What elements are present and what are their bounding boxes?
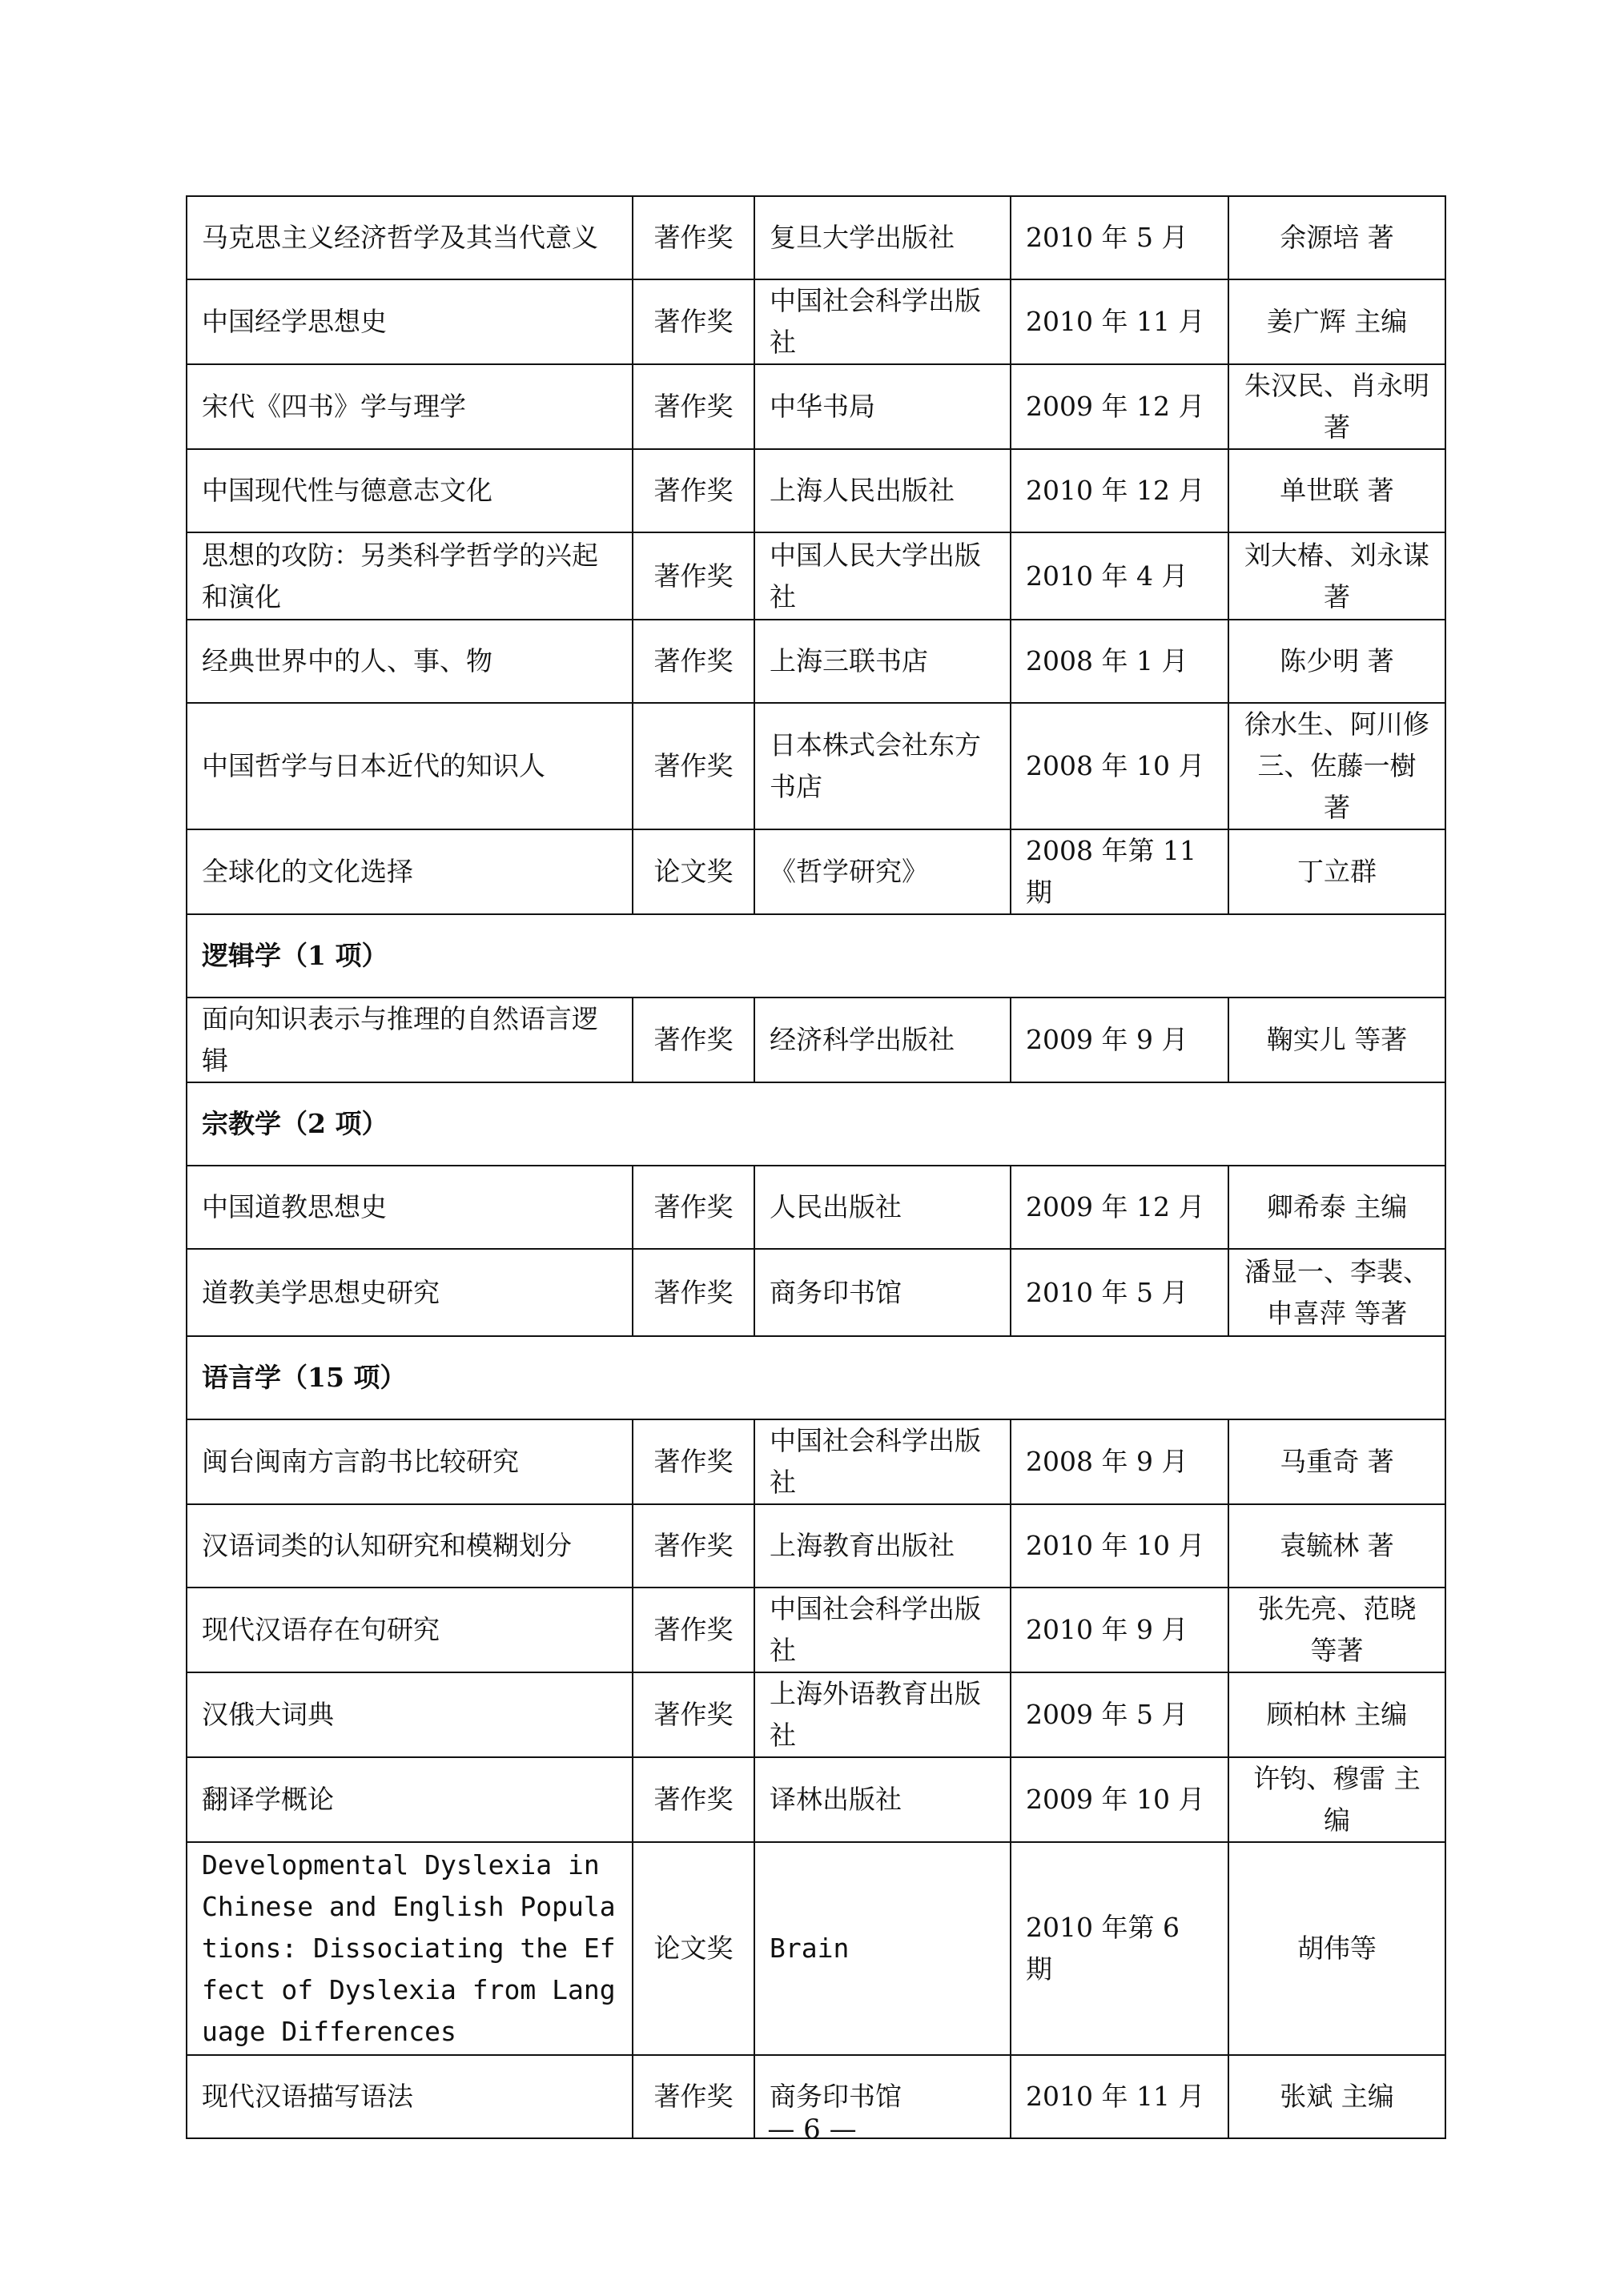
publisher-cell: 《哲学研究》 xyxy=(754,829,1011,914)
publish-date-cell: 2010 年 11 月 xyxy=(1011,279,1228,364)
award-type-cell: 著作奖 xyxy=(633,997,754,1082)
table-row xyxy=(187,703,1445,829)
table-row xyxy=(187,1757,1445,1842)
section-row xyxy=(187,1082,1445,1166)
publish-date-cell: 2010 年 10 月 xyxy=(1011,1504,1228,1588)
author-cell: 胡伟等 xyxy=(1228,1842,1445,2055)
author-cell: 许钧、穆雷 主编 xyxy=(1228,1757,1445,1842)
publisher-cell: 中国人民大学出版社 xyxy=(754,532,1011,620)
award-type-cell: 著作奖 xyxy=(633,1672,754,1757)
publisher-cell: 经济科学出版社 xyxy=(754,997,1011,1082)
publisher-cell: 商务印书馆 xyxy=(754,1249,1011,1336)
author-cell: 徐水生、阿川修三、佐藤一樹 著 xyxy=(1228,703,1445,829)
publisher-cell: 人民出版社 xyxy=(754,1166,1011,1249)
table-row xyxy=(187,1672,1445,1757)
publish-date-cell: 2010 年 12 月 xyxy=(1011,449,1228,532)
section-heading: 逻辑学（1 项） xyxy=(187,914,1445,997)
publisher-cell: 商务印书馆 xyxy=(754,2055,1011,2138)
work-title-cell: 中国道教思想史 xyxy=(187,1166,633,1249)
publish-date-cell: 2008 年第 11 期 xyxy=(1011,829,1228,914)
publisher-cell: 中国社会科学出版社 xyxy=(754,279,1011,364)
publisher-cell: 中华书局 xyxy=(754,364,1011,449)
publisher-cell: 上海教育出版社 xyxy=(754,1504,1011,1588)
table-row xyxy=(187,1588,1445,1672)
publisher-cell: 上海外语教育出版社 xyxy=(754,1672,1011,1757)
work-title-cell: 宋代《四书》学与理学 xyxy=(187,364,633,449)
author-cell: 卿希泰 主编 xyxy=(1228,1166,1445,1249)
work-title-cell: 道教美学思想史研究 xyxy=(187,1249,633,1336)
work-title-cell: 现代汉语存在句研究 xyxy=(187,1588,633,1672)
work-title-cell: 翻译学概论 xyxy=(187,1757,633,1842)
publish-date-cell: 2010 年第 6 期 xyxy=(1011,1842,1228,2055)
award-type-cell: 著作奖 xyxy=(633,279,754,364)
publish-date-cell: 2009 年 12 月 xyxy=(1011,1166,1228,1249)
publish-date-cell: 2010 年 5 月 xyxy=(1011,196,1228,279)
table-row xyxy=(187,279,1445,364)
table-row xyxy=(187,1249,1445,1336)
work-title-cell: 现代汉语描写语法 xyxy=(187,2055,633,2138)
publish-date-cell: 2009 年 12 月 xyxy=(1011,364,1228,449)
award-type-cell: 著作奖 xyxy=(633,703,754,829)
work-title-cell: 经典世界中的人、事、物 xyxy=(187,620,633,703)
table-row xyxy=(187,1166,1445,1249)
work-title-cell: 马克思主义经济哲学及其当代意义 xyxy=(187,196,633,279)
award-type-cell: 著作奖 xyxy=(633,2055,754,2138)
publish-date-cell: 2008 年 10 月 xyxy=(1011,703,1228,829)
work-title-cell: 思想的攻防：另类科学哲学的兴起和演化 xyxy=(187,532,633,620)
table-row xyxy=(187,449,1445,532)
table-row xyxy=(187,1842,1445,2055)
work-title-cell: 中国现代性与德意志文化 xyxy=(187,449,633,532)
publisher-cell: 日本株式会社东方书店 xyxy=(754,703,1011,829)
publish-date-cell: 2010 年 4 月 xyxy=(1011,532,1228,620)
publisher-cell: 译林出版社 xyxy=(754,1757,1011,1842)
table-row xyxy=(187,532,1445,620)
award-type-cell: 论文奖 xyxy=(633,1842,754,2055)
publish-date-cell: 2009 年 10 月 xyxy=(1011,1757,1228,1842)
award-type-cell: 著作奖 xyxy=(633,1504,754,1588)
table-row xyxy=(187,364,1445,449)
work-title-cell: Developmental Dyslexia in Chinese and English Populations: Dissociating the Effect of Dyslexia from Language Differences xyxy=(187,1842,633,2055)
award-type-cell: 著作奖 xyxy=(633,364,754,449)
work-title-cell: 汉语词类的认知研究和模糊划分 xyxy=(187,1504,633,1588)
table-row xyxy=(187,196,1445,279)
section-row xyxy=(187,1336,1445,1419)
author-cell: 刘大椿、刘永谋 著 xyxy=(1228,532,1445,620)
publisher-cell: 复旦大学出版社 xyxy=(754,196,1011,279)
award-type-cell: 著作奖 xyxy=(633,1588,754,1672)
award-type-cell: 著作奖 xyxy=(633,196,754,279)
publish-date-cell: 2010 年 9 月 xyxy=(1011,1588,1228,1672)
publisher-cell: Brain xyxy=(754,1842,1011,2055)
award-type-cell: 论文奖 xyxy=(633,829,754,914)
work-title-cell: 中国经学思想史 xyxy=(187,279,633,364)
author-cell: 单世联 著 xyxy=(1228,449,1445,532)
award-type-cell: 著作奖 xyxy=(633,620,754,703)
award-type-cell: 著作奖 xyxy=(633,1757,754,1842)
table-row xyxy=(187,997,1445,1082)
award-type-cell: 著作奖 xyxy=(633,449,754,532)
work-title-cell: 全球化的文化选择 xyxy=(187,829,633,914)
work-title-cell: 闽台闽南方言韵书比较研究 xyxy=(187,1419,633,1504)
publish-date-cell: 2008 年 9 月 xyxy=(1011,1419,1228,1504)
publisher-cell: 上海三联书店 xyxy=(754,620,1011,703)
author-cell: 张先亮、范晓 等著 xyxy=(1228,1588,1445,1672)
table-row xyxy=(187,829,1445,914)
author-cell: 丁立群 xyxy=(1228,829,1445,914)
publisher-cell: 中国社会科学出版社 xyxy=(754,1419,1011,1504)
publish-date-cell: 2008 年 1 月 xyxy=(1011,620,1228,703)
author-cell: 张斌 主编 xyxy=(1228,2055,1445,2138)
section-row xyxy=(187,914,1445,997)
author-cell: 顾柏林 主编 xyxy=(1228,1672,1445,1757)
section-heading: 宗教学（2 项） xyxy=(187,1082,1445,1166)
award-table xyxy=(186,195,1446,2139)
author-cell: 马重奇 著 xyxy=(1228,1419,1445,1504)
publish-date-cell: 2009 年 5 月 xyxy=(1011,1672,1228,1757)
author-cell: 潘显一、李裴、申喜萍 等著 xyxy=(1228,1249,1445,1336)
publish-date-cell: 2009 年 9 月 xyxy=(1011,997,1228,1082)
author-cell: 袁毓林 著 xyxy=(1228,1504,1445,1588)
author-cell: 陈少明 著 xyxy=(1228,620,1445,703)
work-title-cell: 中国哲学与日本近代的知识人 xyxy=(187,703,633,829)
award-type-cell: 著作奖 xyxy=(633,532,754,620)
section-heading: 语言学（15 项） xyxy=(187,1336,1445,1419)
table-row xyxy=(187,620,1445,703)
author-cell: 朱汉民、肖永明 著 xyxy=(1228,364,1445,449)
publish-date-cell: 2010 年 11 月 xyxy=(1011,2055,1228,2138)
work-title-cell: 汉俄大词典 xyxy=(187,1672,633,1757)
table-row xyxy=(187,1419,1445,1504)
award-type-cell: 著作奖 xyxy=(633,1419,754,1504)
author-cell: 姜广辉 主编 xyxy=(1228,279,1445,364)
award-type-cell: 著作奖 xyxy=(633,1249,754,1336)
publisher-cell: 上海人民出版社 xyxy=(754,449,1011,532)
publisher-cell: 中国社会科学出版社 xyxy=(754,1588,1011,1672)
page-number: — 6 — xyxy=(767,2113,857,2145)
table-row xyxy=(187,1504,1445,1588)
award-type-cell: 著作奖 xyxy=(633,1166,754,1249)
work-title-cell: 面向知识表示与推理的自然语言逻辑 xyxy=(187,997,633,1082)
author-cell: 余源培 著 xyxy=(1228,196,1445,279)
table-body xyxy=(187,196,1445,2138)
author-cell: 鞠实儿 等著 xyxy=(1228,997,1445,1082)
publish-date-cell: 2010 年 5 月 xyxy=(1011,1249,1228,1336)
